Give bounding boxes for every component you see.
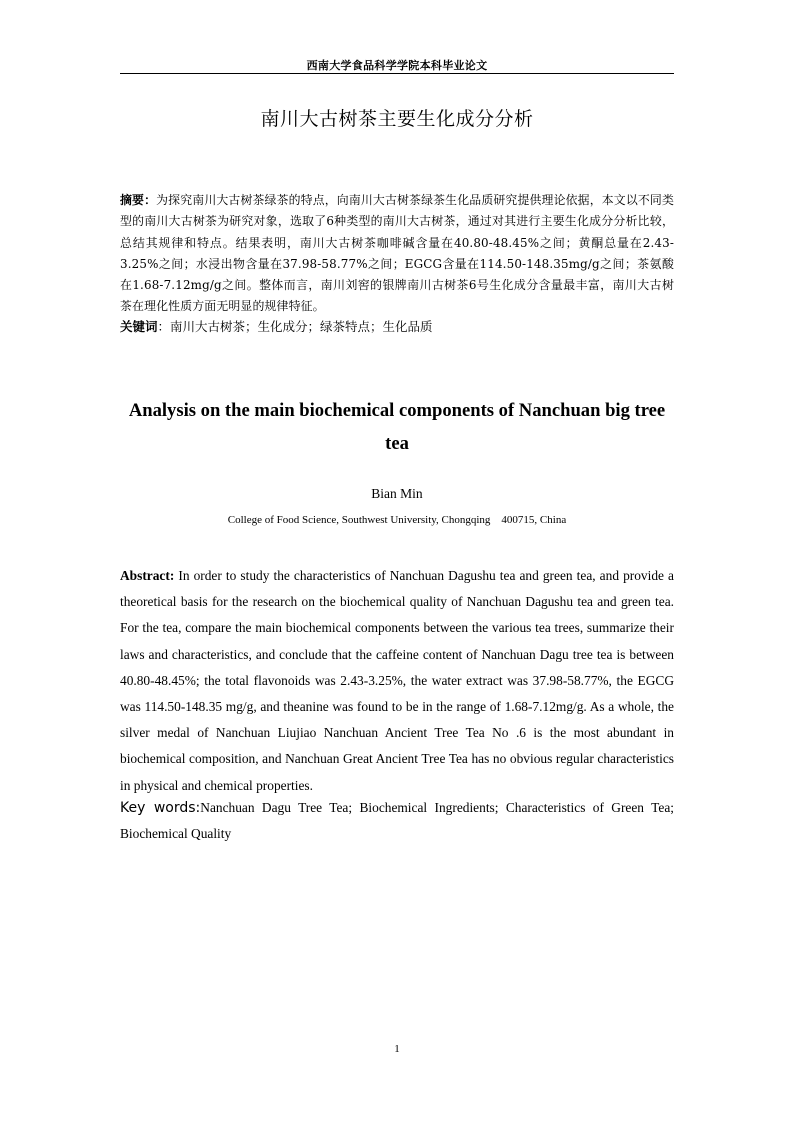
page-number: 1 xyxy=(394,1043,400,1055)
chinese-keywords-text: ：南川大古树茶；生化成分；绿茶特点；生化品质 xyxy=(157,319,433,334)
english-keywords-label: Key words: xyxy=(120,800,201,816)
english-abstract-label: Abstract: xyxy=(120,568,175,583)
chinese-keywords-label: 关键词 xyxy=(120,319,158,334)
chinese-abstract-text: 为探究南川大古树茶绿茶的特点，向南川大古树茶绿茶生化品质研究提供理论依据，本文以不同类型的南川大古树茶为研究对象，选取了6种类型的南川大古树茶，通过对其进行主要生化成分分析比较，总结其规律和特点。结果表明，南川大古树茶咖啡碱含量在40.80-48.45%之间；黄酮总量在2.43-3.25%之间；水浸出物含量在37.98-58.77%之间；EGCG含量在114.50-148.35mg/g之间；茶氨酸在1.68-7.12mg/g之间。整体而言，南川刘窖的银牌南川古树茶6号生化成分含量最丰富，南川大古树茶在理化性质方面无明显的规律特征。 xyxy=(120,193,675,314)
header-rule xyxy=(120,73,674,74)
english-abstract-text: In order to study the characteristics of Nanchuan Dagushu tea and green tea, and provide a theoretical basis for the research on the biochemical quality of Nanchuan Dagushu tea and green tea. For the tea, compare the main biochemical components between the various tea trees, summarize their laws and characteristics, and conclude that the caffeine content of Nanchuan Dagu tree tea is between 40.80-48.45%; the total flavonoids was 2.43-3.25%, the water extract was 37.98-58.77%, the EGCG was 114.50-148.35 mg/g, and theanine was found to be in the range of 1.68-7.12mg/g. As a whole, the silver medal of Nanchuan Liujiao Nanchuan Ancient Tree Tea No .6 is the most abundant in biochemical composition, and Nanchuan Great Ancient Tree Tea has no obvious regular characteristics in physical and chemical properties. xyxy=(120,568,674,793)
chinese-title: 南川大古树茶主要生化成分分析 xyxy=(260,108,534,130)
english-abstract xyxy=(120,563,674,799)
chinese-abstract xyxy=(120,190,674,318)
running-header: 西南大学食品科学学院本科毕业论文 xyxy=(306,59,488,72)
chinese-keywords xyxy=(120,316,674,337)
chinese-abstract-label: 摘要： xyxy=(120,193,157,207)
english-keywords-text: Nanchuan Dagu Tree Tea; Biochemical Ingredients; Characteristics of Green Tea; Biochemical Quality xyxy=(120,800,674,842)
english-keywords xyxy=(120,795,674,847)
author-affiliation: College of Food Science, Southwest University, Chongqing 400715, China xyxy=(227,514,567,526)
english-title: Analysis on the main biochemical components of Nanchuan big tree tea xyxy=(128,400,666,454)
author-name: Bian Min xyxy=(371,486,423,501)
